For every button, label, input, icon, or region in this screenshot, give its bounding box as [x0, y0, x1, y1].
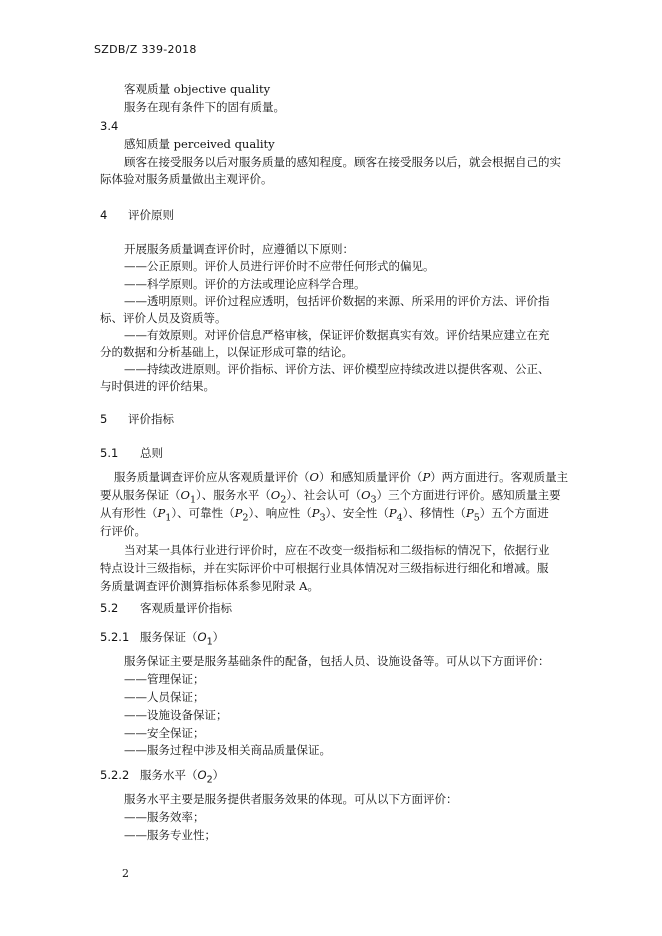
list-item: ——安全保证；: [124, 726, 205, 740]
paragraph: 服务保证主要是服务基础条件的配备，包括人员、设施设备等。可从以下方面评价：: [124, 654, 550, 668]
subscript: 3: [370, 494, 377, 506]
list-item: ——服务效率；: [124, 810, 205, 824]
clause-title: 服务水平（: [140, 768, 198, 782]
clause-heading: [100, 630, 224, 649]
paragraph-cont: 行评价。: [100, 524, 146, 538]
symbol: P: [234, 506, 243, 520]
list-item-cont: 与时俱进的评价结果。: [100, 379, 215, 393]
subscript: 2: [280, 494, 287, 506]
subsection-heading: [100, 601, 232, 615]
section-number: 4: [100, 208, 108, 222]
subsection-title: 客观质量评价指标: [140, 601, 232, 615]
subscript: 4: [396, 512, 403, 524]
term-definition: 服务在现有条件下的固有质量。: [124, 100, 285, 114]
subscript: 5: [473, 512, 480, 524]
list-item: ——公正原则。评价人员进行评价时不应带任何形式的偏见。: [124, 259, 435, 273]
list-item: ——持续改进原则。评价指标、评价方法、评价模型应持续改进以提供客观、公正、: [124, 362, 550, 376]
subscript: 2: [206, 774, 213, 786]
symbol: P: [465, 506, 474, 520]
section-number: 5: [100, 412, 108, 426]
subscript: 1: [165, 512, 172, 524]
clause-number: 5.2.2: [100, 768, 130, 782]
symbol: O: [197, 768, 207, 782]
symbol: P: [311, 506, 320, 520]
section-title: 评价原则: [128, 208, 174, 222]
term-perceived-quality: [124, 137, 275, 151]
text: ）、移情性（: [402, 506, 466, 520]
term-en: objective quality: [173, 82, 271, 96]
symbol: P: [388, 506, 397, 520]
section-heading: [100, 412, 174, 426]
text: ）、安全性（: [325, 506, 389, 520]
symbol: O: [180, 488, 190, 502]
subsection-heading: [100, 446, 163, 460]
text: 要从服务保证（: [100, 488, 181, 502]
paragraph: 服务水平主要是服务提供者服务效果的体现。可从以下方面评价：: [124, 792, 458, 806]
paragraph: 当对某一具体行业进行评价时，应在不改变一级指标和二级指标的情况下，依据行业: [124, 543, 550, 557]
paragraph: [114, 470, 568, 484]
subsection-number: 5.1: [100, 446, 119, 460]
symbol: O: [361, 488, 371, 502]
symbol: P: [422, 470, 431, 484]
text: ）、可靠性（: [171, 506, 235, 520]
text: 服务质量调查评价应从客观质量评价（: [114, 470, 310, 484]
subsection-number: 5.2: [100, 601, 119, 615]
list-item: ——透明原则。评价过程应透明，包括评价数据的来源、所采用的评价方法、评价指: [124, 294, 550, 308]
text: ）三个方面进行评价。感知质量主要: [376, 488, 561, 502]
text: ）、响应性（: [248, 506, 312, 520]
term-objective-quality: [124, 82, 270, 96]
paragraph-cont: [100, 488, 561, 507]
term-zh: 客观质量: [124, 82, 170, 96]
list-item-cont: 标、评价人员及资质等。: [100, 311, 227, 325]
text: 从有形性（: [100, 506, 158, 520]
symbol: P: [157, 506, 166, 520]
subsection-title: 总则: [140, 446, 163, 460]
term-definition-cont: 际体验对服务质量做出主观评价。: [100, 172, 273, 186]
list-item: ——管理保证；: [124, 672, 205, 686]
text: ）和感知质量评价（: [318, 470, 423, 484]
text: ）、服务水平（: [196, 488, 271, 502]
clause-title: 服务保证（: [140, 630, 198, 644]
section-title: 评价指标: [128, 412, 174, 426]
text: ）: [212, 768, 225, 782]
clause-number: 3.4: [100, 119, 119, 133]
term-definition: 顾客在接受服务以后对服务质量的感知程度。顾客在接受服务以后，就会根据自己的实: [124, 155, 561, 169]
text: ）: [212, 630, 225, 644]
subscript: 1: [189, 494, 197, 506]
list-item: ——设施设备保证；: [124, 708, 228, 722]
text: ）、社会认可（: [286, 488, 362, 502]
term-zh: 感知质量: [124, 137, 170, 151]
paragraph-cont: 务质量调查评价测算指标体系参见附录 A。: [100, 579, 319, 593]
symbol: O: [309, 470, 319, 484]
list-item: ——人员保证；: [124, 690, 205, 704]
list-item: ——科学原则。评价的方法或理论应科学合理。: [124, 277, 366, 291]
list-item-cont: 分的数据和分析基础上，以保证形成可靠的结论。: [100, 345, 353, 359]
symbol: O: [270, 488, 281, 502]
page-number: 2: [122, 867, 129, 880]
subscript: 3: [319, 512, 326, 524]
subscript: 2: [242, 512, 249, 524]
section-heading: [100, 208, 174, 222]
paragraph-cont: 特点设计三级指标，并在实际评价中可根据行业具体情况对三级指标进行细化和增减。服: [100, 561, 549, 575]
paragraph: 开展服务质量调查评价时，应遵循以下原则：: [124, 242, 354, 256]
paragraph-cont: [100, 506, 549, 525]
list-item: ——服务过程中涉及相关商品质量保证。: [124, 743, 331, 757]
list-item: ——服务专业性；: [124, 828, 216, 842]
subscript: 1: [206, 636, 213, 648]
list-item: ——有效原则。对评价信息严格审核，保证评价数据真实有效。评价结果应建立在充: [124, 328, 550, 342]
symbol: O: [197, 630, 207, 644]
text: ）五个方面进: [479, 506, 549, 520]
term-en: perceived quality: [173, 137, 275, 151]
document-code: SZDB/Z 339-2018: [94, 43, 197, 56]
text: ）两方面进行。客观质量主: [430, 470, 569, 484]
clause-number: 5.2.1: [100, 630, 130, 644]
clause-heading: [100, 768, 224, 787]
